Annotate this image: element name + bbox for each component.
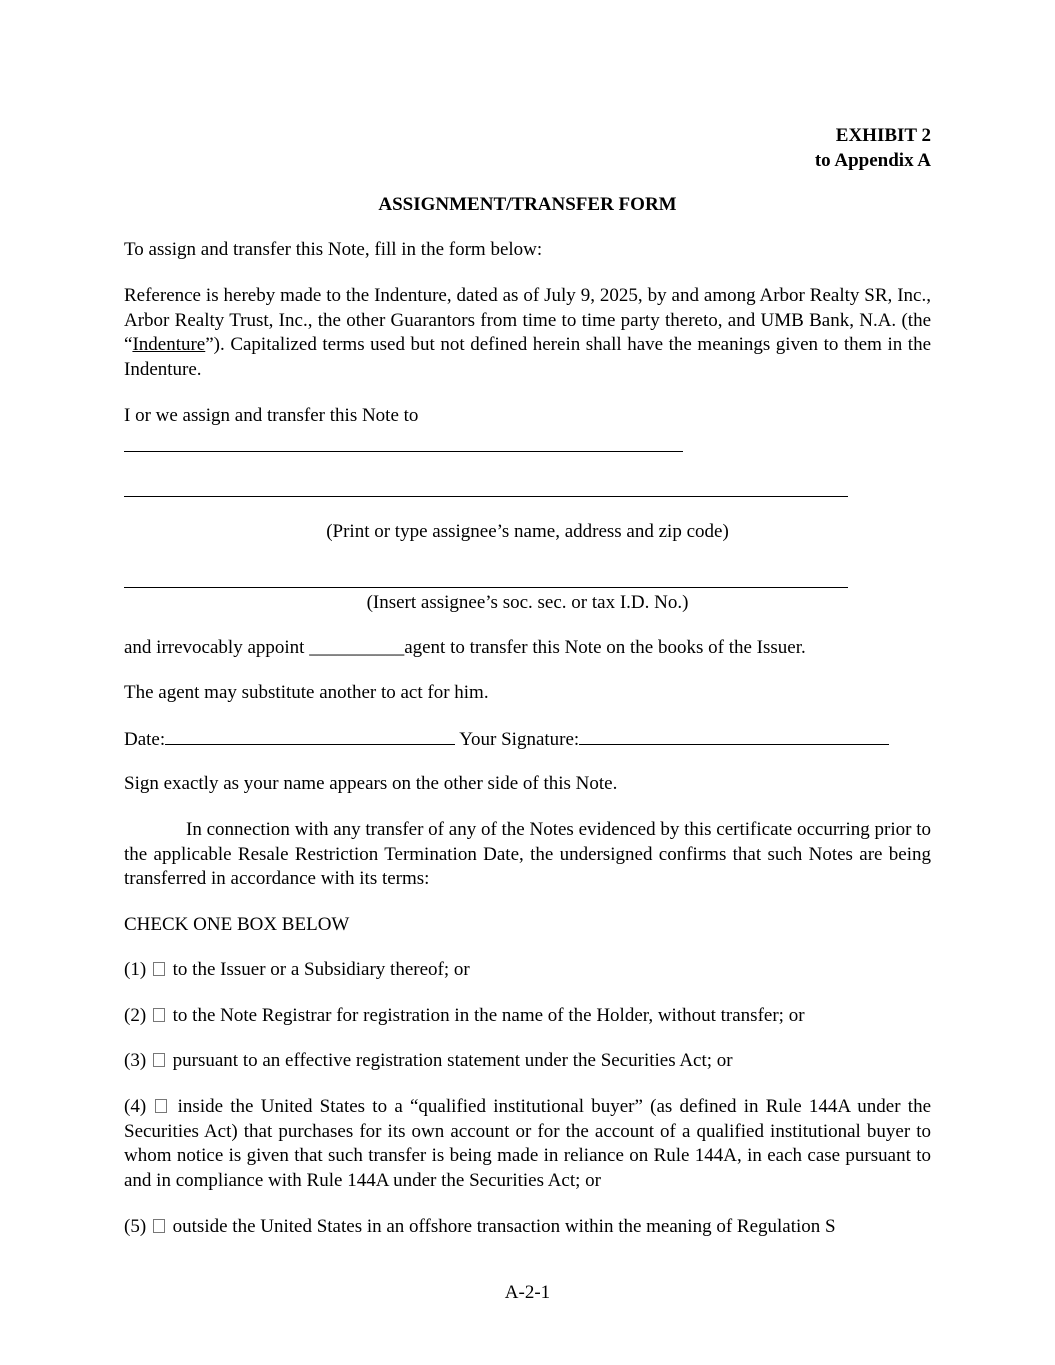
date-signature-row: [124, 727, 889, 753]
option-4: [124, 1095, 931, 1193]
option-number: (1): [124, 959, 147, 980]
connection-paragraph: In connection with any transfer of any of the Notes evidenced by this certificate occurring prior to the applicable Resale Restriction Termination Date, the undersigned confirms that such Notes are being transferred in accordance with its terms:: [124, 819, 931, 889]
page-number: A-2-1: [504, 1282, 551, 1303]
assignee-line-2[interactable]: [124, 496, 848, 497]
option-3: [124, 1049, 733, 1074]
assignee-caption: (Print or type assignee’s name, address and zip code): [326, 521, 729, 542]
checkbox-option-3[interactable]: [153, 1053, 165, 1067]
appoint-text-before: and irrevocably appoint: [124, 637, 310, 658]
reference-text-after: ”). Capitalized terms used but not defined herein shall have the meanings given to them in the Indenture.: [124, 334, 931, 380]
checkbox-option-2[interactable]: [153, 1008, 165, 1022]
option-number: (2): [124, 1005, 147, 1026]
appoint-line: [124, 636, 806, 661]
option-text: outside the United States in an offshore transaction within the meaning of Regulation S: [172, 1216, 836, 1237]
assign-line: I or we assign and transfer this Note to: [124, 405, 419, 426]
option-number: (4): [124, 1096, 147, 1117]
sign-exactly-text: Sign exactly as your name appears on the other side of this Note.: [124, 773, 618, 794]
reference-text-before: Reference is hereby made to the Indenture, dated as of July 9, 2025, by and among Arbor Realty SR, Inc., Arbor Realty Trust, Inc., the other Guarantors from time to time party thereto, and UMB Bank, N.A. (the “: [124, 285, 931, 355]
tax-id-caption: (Insert assignee’s soc. sec. or tax I.D. No.): [366, 592, 689, 613]
check-heading: CHECK ONE BOX BELOW: [124, 914, 350, 935]
signature-label: Your Signature:: [459, 729, 580, 750]
date-field[interactable]: [165, 727, 455, 745]
option-text: inside the United States to a “qualified institutional buyer” (as defined in Rule 144A under the Securities Act) that purchases for its own account or for the account of a qualified institutional buyer to whom notice is given that such transfer is being made in reliance on Rule 144A, in each case pursuant to and in compliance with Rule 144A under the Securities Act; or: [124, 1096, 932, 1191]
option-number: (5): [124, 1216, 147, 1237]
signature-field[interactable]: [579, 727, 889, 745]
checkbox-option-5[interactable]: [153, 1219, 165, 1233]
substitute-text: The agent may substitute another to act for him.: [124, 682, 489, 703]
appoint-text-after: agent to transfer this Note on the books of the Issuer.: [404, 637, 806, 658]
agent-blank[interactable]: __________: [309, 637, 405, 658]
date-label: Date:: [124, 729, 166, 750]
tax-id-line[interactable]: [124, 587, 848, 588]
option-text: pursuant to an effective registration statement under the Securities Act; or: [172, 1050, 733, 1071]
checkbox-option-1[interactable]: [153, 962, 165, 976]
appendix-label: to Appendix A: [814, 149, 931, 171]
intro-text: To assign and transfer this Note, fill in the form below:: [124, 239, 543, 260]
document-page: [124, 0, 931, 1365]
reference-paragraph: [124, 284, 931, 382]
assignee-line-1[interactable]: [124, 451, 683, 452]
option-2: [124, 1004, 805, 1029]
option-5: [124, 1215, 836, 1240]
exhibit-heading: [815, 124, 931, 173]
option-1: [124, 958, 470, 983]
checkbox-option-4[interactable]: [155, 1099, 167, 1113]
option-number: (3): [124, 1050, 147, 1071]
form-title: ASSIGNMENT/TRANSFER FORM: [378, 194, 677, 215]
indenture-term: Indenture: [132, 334, 206, 355]
option-text: to the Note Registrar for registration in the name of the Holder, without transfer; or: [172, 1005, 805, 1026]
exhibit-label: EXHIBIT 2: [835, 125, 931, 146]
option-text: to the Issuer or a Subsidiary thereof; or: [172, 959, 470, 980]
